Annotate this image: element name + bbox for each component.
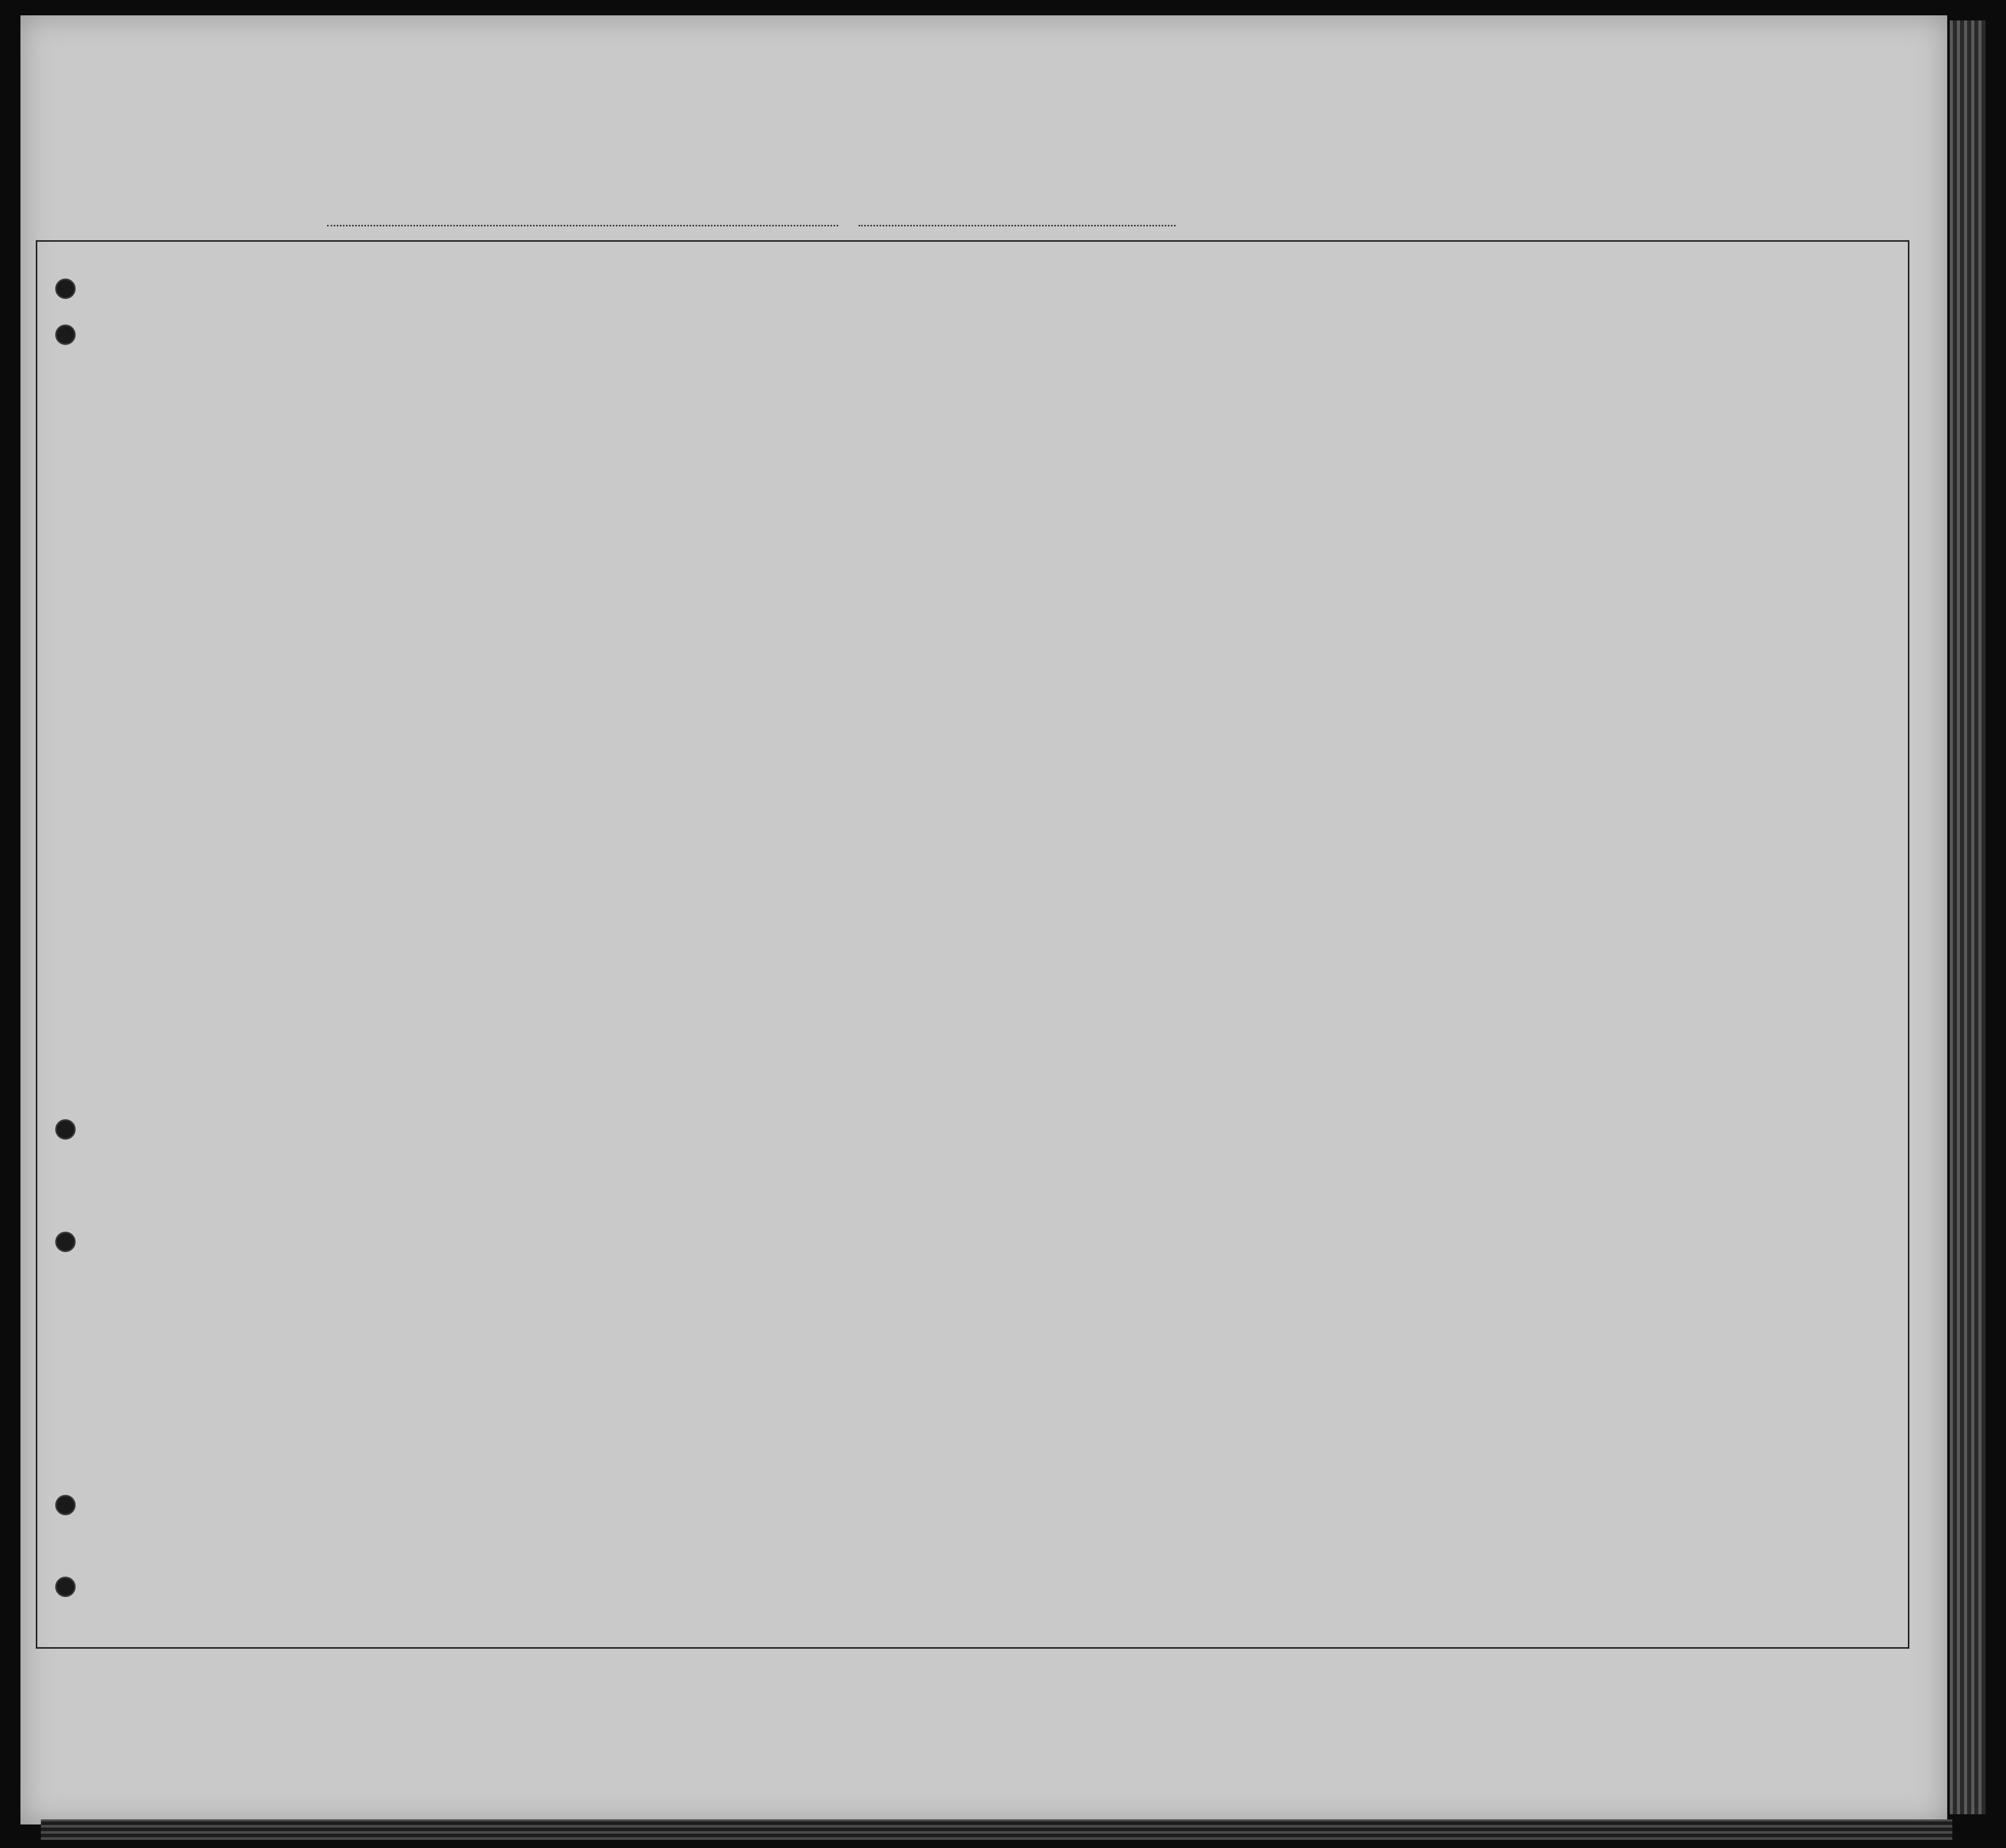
- date-underline: [859, 225, 1175, 226]
- page-bottom-edge: [41, 1819, 1952, 1840]
- page-stack-edge: [1950, 20, 1986, 1814]
- manifest-table: [36, 240, 1909, 1649]
- intro-text: [97, 150, 1656, 169]
- port-underline: [327, 225, 838, 226]
